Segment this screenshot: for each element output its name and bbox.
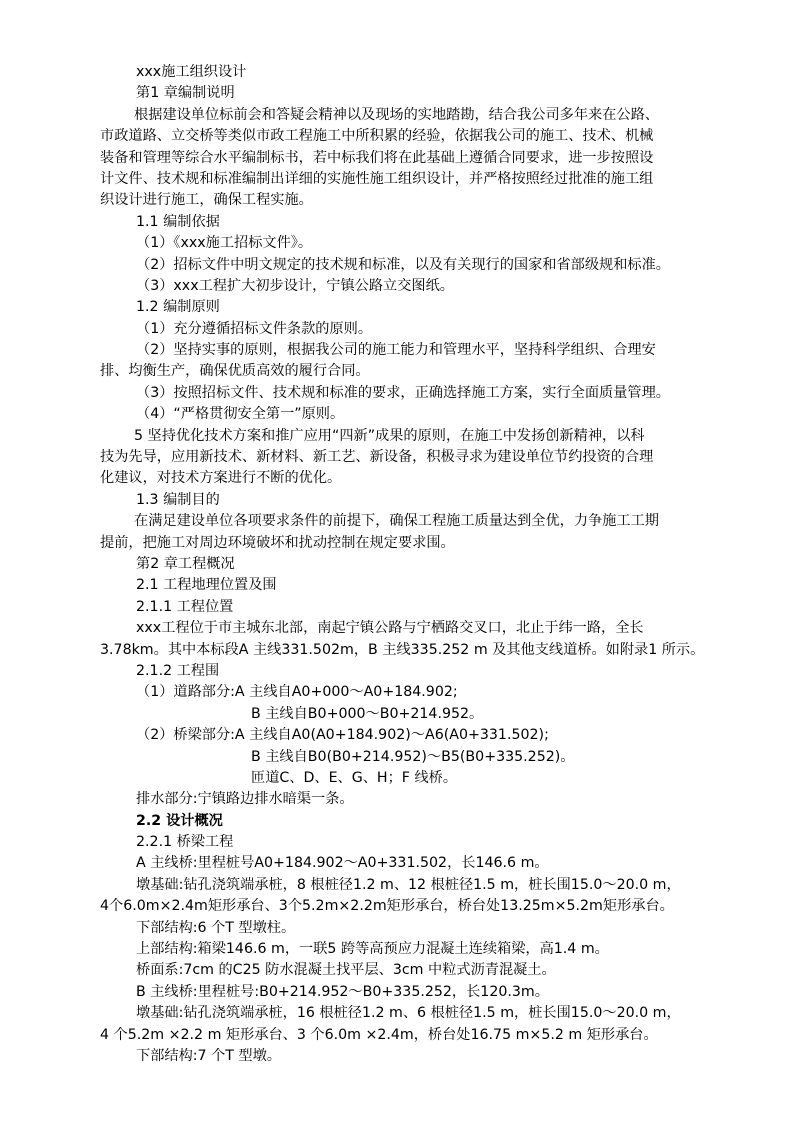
paragraph-line: 5 坚持优化技术方案和推广应用“四新”成果的原则，在施工中发扬创新精神，以科 bbox=[134, 427, 645, 444]
paragraph-line: 化建议，对技术方案进行不断的优化。 bbox=[100, 470, 342, 487]
paragraph-line: B 主线桥:里程桩号:B0+214.952～B0+335.252，长120.3m。 bbox=[136, 983, 549, 1000]
chapter-2-heading: 第2 章工程概况 bbox=[136, 555, 235, 572]
section-1-1-heading: 1.1 编制依据 bbox=[136, 213, 220, 230]
list-item: （2）坚持实事的原则，根据我公司的施工能力和管理水平，坚持科学组织、合理安 bbox=[136, 342, 656, 359]
paragraph-line: 桥面系:7cm 的C25 防水混凝土找平层、3cm 中粒式沥青混凝土。 bbox=[136, 962, 556, 979]
paragraph-line: 墩基础:钻孔浇筑端承桩，16 根桩径1.2 m、6 根桩径1.5 m，桩长围15.0～20.0 m， bbox=[136, 1005, 681, 1022]
section-2-2-heading: 2.2 设计概况 bbox=[136, 812, 223, 829]
section-2-1-heading: 2.1 工程地理位置及围 bbox=[136, 577, 277, 594]
scope-item: （1）道路部分:A 主线自A0+000～A0+184.902; bbox=[136, 684, 458, 701]
paragraph-line: 下部结构:7 个T 型墩。 bbox=[136, 1047, 281, 1064]
paragraph-line: A 主线桥:里程桩号A0+184.902～A0+331.502，长146.6 m。 bbox=[136, 855, 549, 872]
paragraph-line: 技为先导，应用新技术、新材料、新工艺、新设备，积极寻求为建设单位节约投资的合理 bbox=[100, 449, 654, 466]
paragraph-line: 3.78km。其中本标段A 主线331.502m，B 主线335.252 m 及其他支线道桥。如附录1 所示。 bbox=[100, 641, 705, 658]
section-2-1-1-heading: 2.1.1 工程位置 bbox=[136, 598, 234, 615]
chapter-1-heading: 第1 章编制说明 bbox=[136, 85, 235, 102]
paragraph-line: 计文件、技术规和标准编制出详细的实施性施工组织设计，并严格按照经过批准的施工组 bbox=[100, 170, 654, 187]
section-1-3-heading: 1.3 编制目的 bbox=[136, 491, 220, 508]
paragraph-line: xxx工程位于市主城东北部，南起宁镇公路与宁栖路交叉口，北止于纬一路，全长 bbox=[136, 620, 644, 637]
paragraph-line: 排、均衡生产，确保优质高效的履行合同。 bbox=[100, 363, 370, 380]
paragraph-line: 根据建设单位标前会和答疑会精神以及现场的实地踏勘，结合我公司多年来在公路、 bbox=[134, 106, 659, 123]
list-item: （3）按照招标文件、技术规和标准的要求，正确选择施工方案，实行全面质量管理。 bbox=[136, 384, 670, 401]
document-title: xxx施工组织设计 bbox=[136, 64, 247, 80]
paragraph-line: 市政道路、立交桥等类似市政工程施工中所积累的经验，依据我公司的施工、技术、机械 bbox=[100, 128, 654, 145]
paragraph-line: 墩基础:钻孔浇筑端承桩，8 根桩径1.2 m、12 根桩径1.5 m，桩长围15.0～20.0 m， bbox=[136, 876, 681, 893]
paragraph-line: 提前，把施工对周边环境破坏和扰动控制在规定要求围。 bbox=[100, 534, 455, 551]
list-item: （1）《xxx施工招标文件》。 bbox=[136, 235, 313, 252]
section-2-2-1-heading: 2.2.1 桥梁工程 bbox=[136, 834, 234, 851]
list-item: （3）xxx工程扩大初步设计，宁镇公路立交图纸。 bbox=[136, 277, 454, 294]
paragraph-line: 下部结构:6 个T 型墩柱。 bbox=[136, 919, 296, 936]
section-1-2-heading: 1.2 编制原则 bbox=[136, 299, 220, 316]
paragraph-line: 织设计进行施工，确保工程实施。 bbox=[100, 192, 313, 209]
paragraph-line: 装备和管理等综合水平编制标书，若中标我们将在此基础上遵循合同要求，进一步按照设 bbox=[100, 149, 654, 166]
paragraph-line: 4个6.0m×2.4m矩形承台、3个5.2m×2.2m矩形承台，桥台处13.25m×5.2m矩形承台。 bbox=[100, 898, 674, 915]
scope-item: 排水部分:宁镇路边排水暗渠一条。 bbox=[136, 791, 354, 808]
list-item: （2）招标文件中明文规定的技术规和标准，以及有关现行的国家和省部级规和标准。 bbox=[136, 256, 670, 273]
paragraph-line: 在满足建设单位各项要求条件的前提下，确保工程施工质量达到全优，力争施工工期 bbox=[134, 513, 659, 530]
section-2-1-2-heading: 2.1.2 工程围 bbox=[136, 662, 220, 679]
paragraph-line: 4 个5.2m ×2.2 m 矩形承台、3 个6.0m ×2.4m，桥台处16.75 m×5.2 m 矩形承台。 bbox=[100, 1026, 658, 1043]
scope-item: B 主线自B0(B0+214.952)～B5(B0+335.252)。 bbox=[251, 748, 575, 765]
scope-item: 匝道C、D、E、G、H；F 线桥。 bbox=[251, 769, 458, 786]
scope-item: （2）桥梁部分:A 主线自A0(A0+184.902)～A6(A0+331.502); bbox=[136, 727, 549, 744]
document-body bbox=[100, 62, 754, 1067]
paragraph-line: 上部结构:箱梁146.6 m，一联5 跨等高预应力混凝土连续箱梁，高1.4 m。 bbox=[136, 941, 609, 958]
list-item: （1）充分遵循招标文件条款的原则。 bbox=[136, 320, 373, 337]
list-item: （4）“严格贯彻安全第一”原则。 bbox=[136, 406, 345, 423]
scope-item: B 主线自B0+000～B0+214.952。 bbox=[251, 705, 484, 722]
